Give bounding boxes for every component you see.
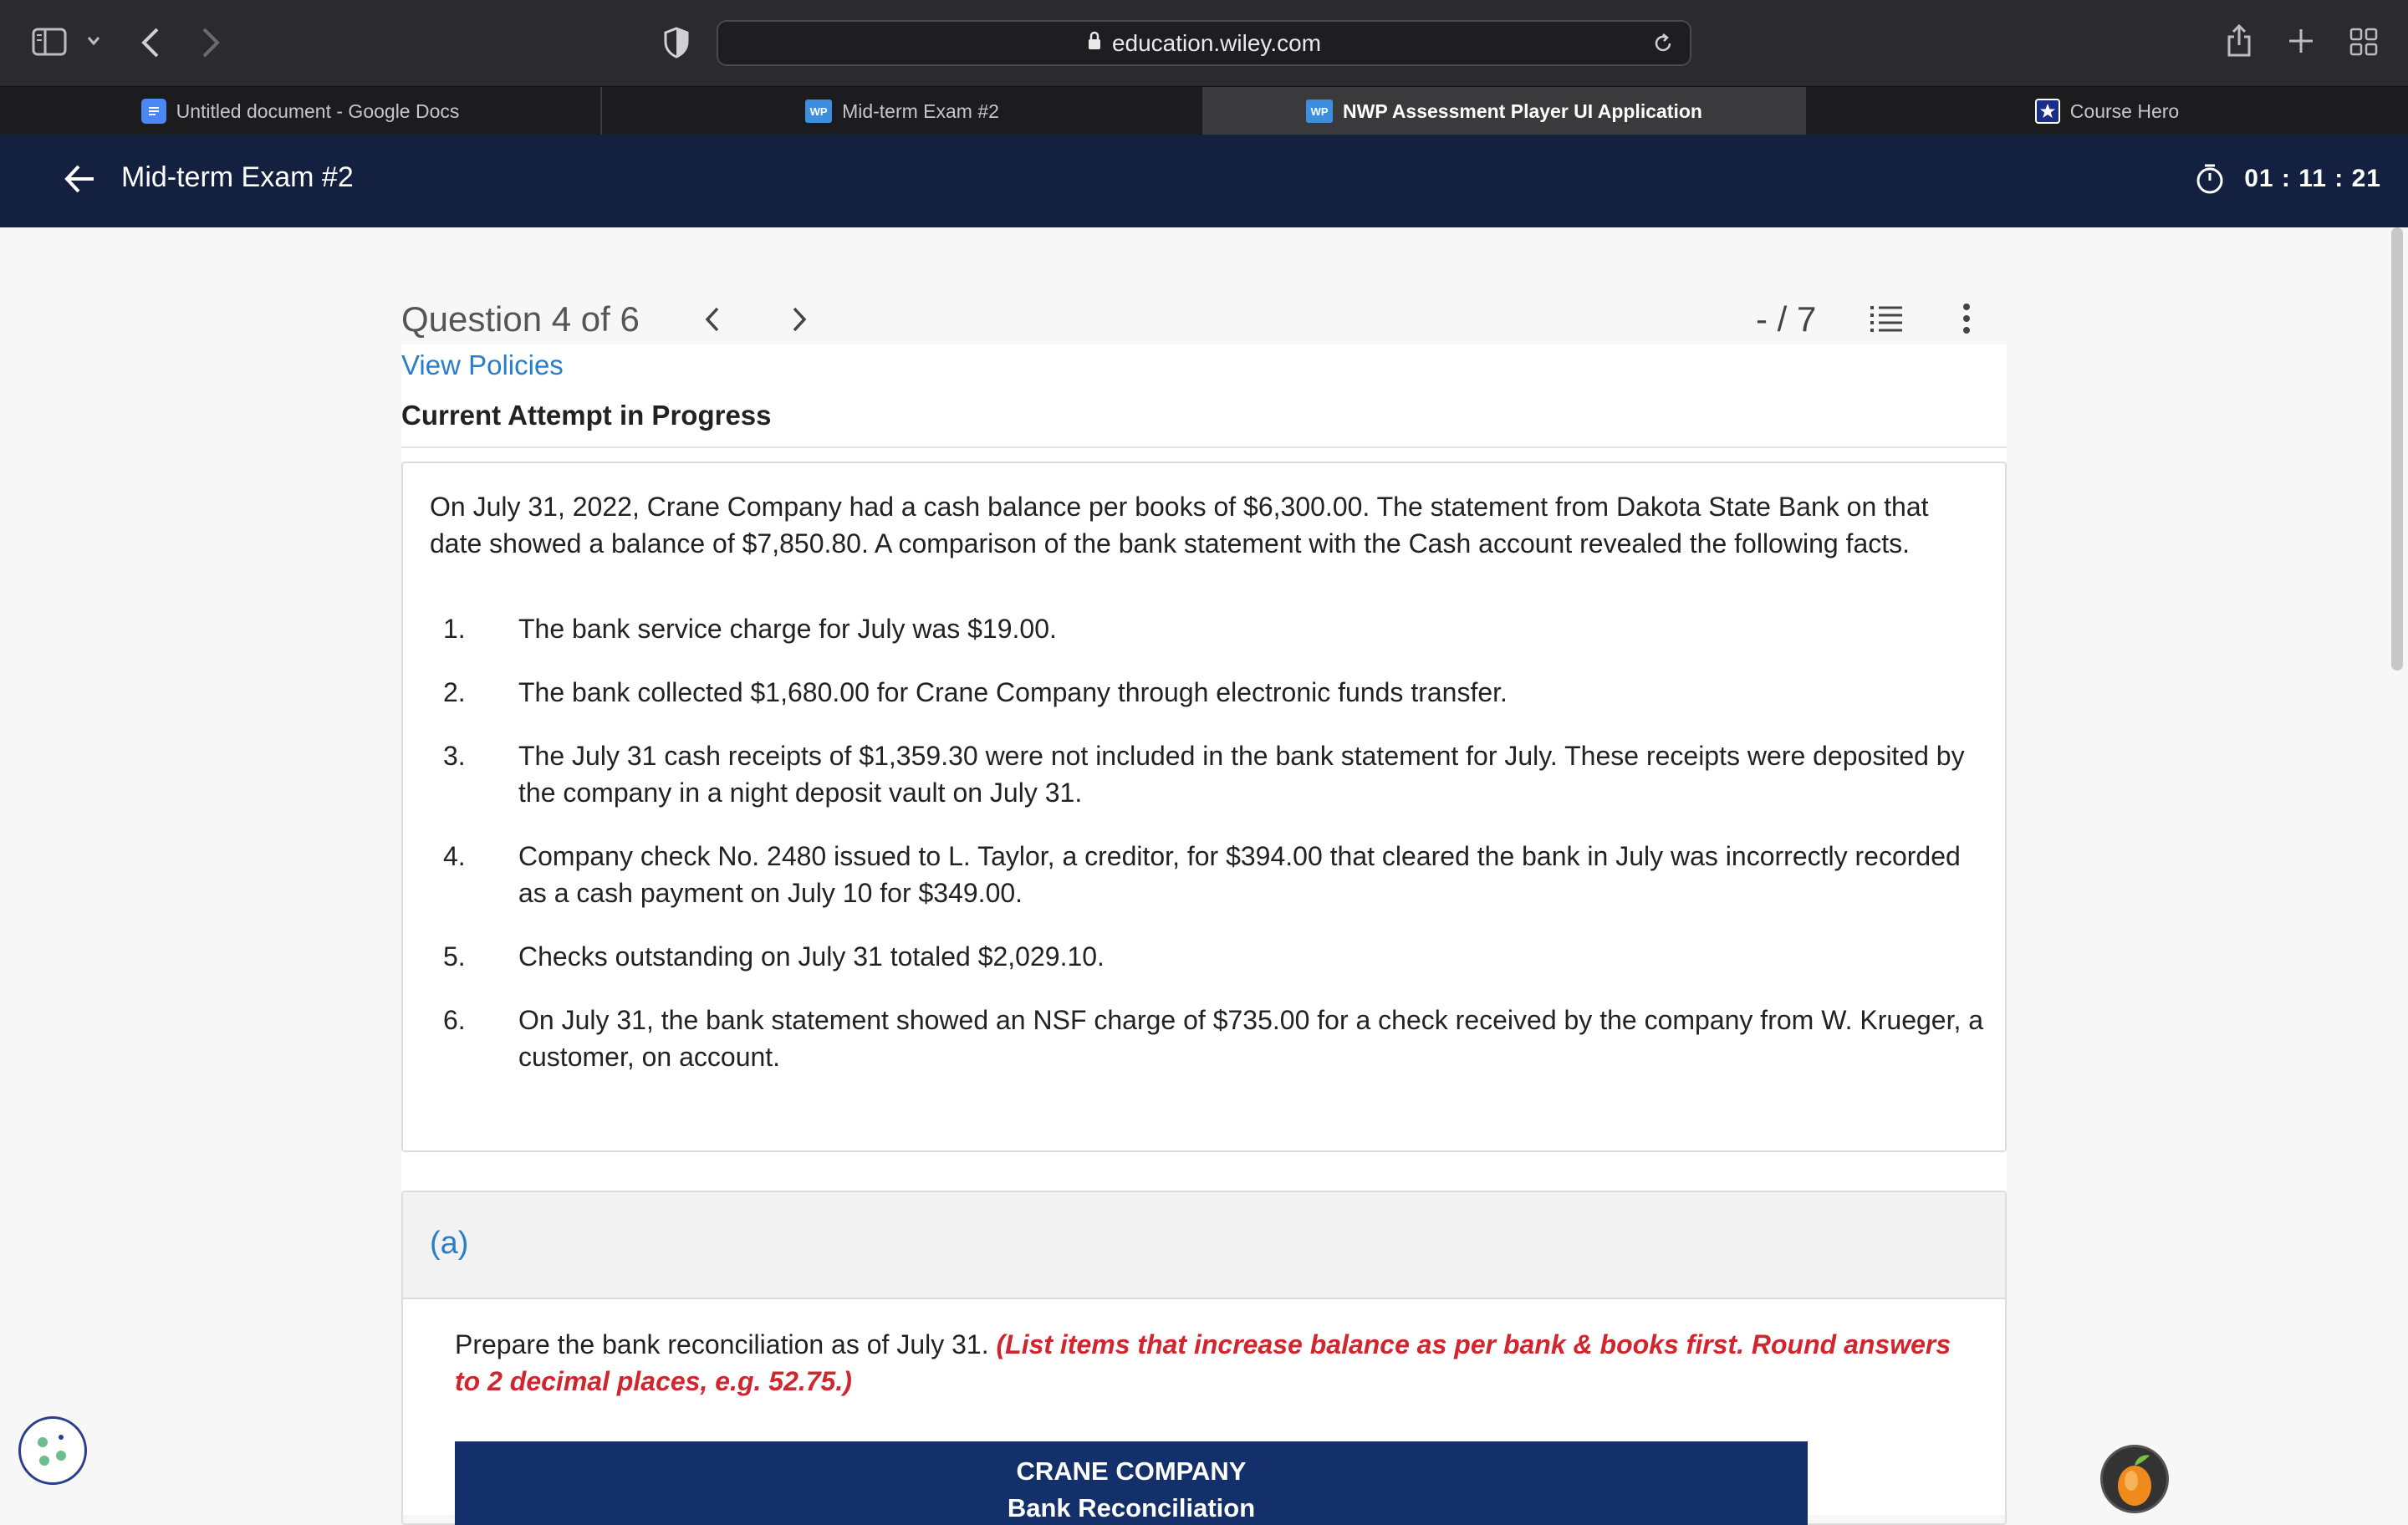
wp-icon: WP [805, 99, 832, 123]
list-item-number: 5. [443, 941, 466, 972]
privacy-shield-icon[interactable] [664, 27, 689, 59]
sidebar-toggle-icon[interactable] [32, 27, 69, 57]
address-bar[interactable] [717, 20, 1691, 66]
table-subtitle: Bank Reconciliation [1007, 1493, 1256, 1522]
next-question-icon[interactable] [791, 306, 808, 337]
tab-label: NWP Assessment Player UI Application [1343, 99, 1702, 122]
part-a-prompt [455, 1326, 1951, 1400]
app-header [0, 135, 2408, 227]
list-item-number: 2. [443, 677, 466, 707]
question-body [401, 462, 2007, 1152]
list-item [430, 610, 1985, 647]
previous-question-icon[interactable] [704, 306, 721, 337]
list-item [430, 674, 1985, 711]
list-item-text: The bank service charge for July was $19.00. [518, 614, 1057, 644]
list-item-number: 3. [443, 741, 466, 771]
stopwatch-icon [2196, 163, 2224, 195]
google-docs-icon [141, 99, 166, 124]
divider [401, 446, 2007, 448]
lock-icon [1087, 30, 1102, 57]
list-item [430, 737, 1985, 811]
tab-label: Course Hero [2069, 99, 2180, 122]
more-options-icon[interactable] [1962, 303, 1972, 339]
question-list-icon[interactable] [1869, 304, 1904, 337]
question-score: - / 7 [1756, 299, 1817, 339]
question-facts-list [430, 610, 1985, 1102]
list-item-number: 4. [443, 841, 466, 871]
reconciliation-table-header [455, 1441, 1808, 1525]
tab-label: Mid-term Exam #2 [842, 99, 999, 122]
fl-studio-fruit-icon[interactable] [2100, 1445, 2169, 1513]
list-item-number: 1. [443, 614, 466, 644]
list-item-text: Company check No. 2480 issued to L. Taylor, a creditor, for $394.00 that cleared the bank in July was incorrectly recorded as a cash payment on July 10 for $349.00. [518, 841, 1961, 908]
browser-back-icon[interactable] [140, 27, 161, 59]
timer-value: 01 : 11 : 21 [2244, 165, 2381, 192]
share-icon[interactable] [2226, 23, 2252, 59]
list-item-text: The bank collected $1,680.00 for Crane Company through electronic funds transfer. [518, 677, 1508, 707]
tab-overview-icon[interactable] [2349, 28, 2378, 56]
new-tab-icon[interactable] [2288, 28, 2314, 54]
tab-label: Untitled document - Google Docs [176, 99, 460, 122]
question-intro: On July 31, 2022, Crane Company had a cash balance per books of $6,300.00. The statement from Dakota State Bank on that date showed a balance of $7,850.80. A comparison of the bank statement with the Cash account revealed the following facts. [430, 492, 1929, 558]
prompt-instruction: (List items that increase balance as per bank & books first. Round answers to 2 decimal places, e.g. 52.75.) [455, 1329, 1951, 1396]
exam-title: Mid-term Exam #2 [121, 161, 354, 193]
attempt-status: Current Attempt in Progress [401, 400, 772, 431]
question-counter: Question 4 of 6 [401, 299, 640, 339]
part-a-header[interactable] [403, 1192, 2005, 1299]
question-panel [401, 344, 2007, 1522]
back-arrow-icon[interactable] [64, 164, 95, 198]
course-hero-icon [2035, 99, 2060, 124]
chevron-down-icon[interactable] [87, 35, 100, 47]
reload-icon[interactable] [1651, 32, 1675, 61]
list-item-text: Checks outstanding on July 31 totaled $2,029.10. [518, 941, 1105, 972]
question-nav-bar [401, 261, 2007, 344]
part-a-section [401, 1191, 2007, 1525]
url-text: education.wiley.com [1111, 29, 1322, 56]
wp-icon: WP [1306, 99, 1333, 123]
browser-tab-bar [0, 86, 2408, 135]
cookie-settings-icon[interactable] [18, 1416, 87, 1485]
tab-course-hero[interactable] [1806, 87, 2408, 135]
list-item [430, 938, 1985, 975]
part-label: (a) [430, 1226, 469, 1261]
list-item-number: 6. [443, 1005, 466, 1035]
main-content [0, 227, 2408, 1522]
tab-nwp-assessment-player[interactable] [1204, 87, 1806, 135]
list-item-text: The July 31 cash receipts of $1,359.30 were not included in the bank statement for July. These receipts were deposited by the company in a night deposit vault on July 31. [518, 741, 1965, 808]
exam-timer [2196, 163, 2381, 195]
page-scrollbar[interactable] [2391, 227, 2403, 671]
view-policies-link[interactable]: View Policies [401, 349, 564, 380]
prompt-text: Prepare the bank reconciliation as of July 31. [455, 1329, 989, 1359]
list-item [430, 1002, 1985, 1075]
list-item [430, 838, 1985, 911]
company-name: CRANE COMPANY [1016, 1456, 1247, 1486]
list-item-text: On July 31, the bank statement showed an NSF charge of $735.00 for a check received by the company from W. Krueger, a customer, on account. [518, 1005, 1984, 1072]
tab-mid-term-exam[interactable] [602, 87, 1204, 135]
tab-google-docs[interactable] [0, 87, 602, 135]
browser-forward-icon[interactable] [201, 27, 221, 59]
browser-toolbar [0, 0, 2408, 86]
